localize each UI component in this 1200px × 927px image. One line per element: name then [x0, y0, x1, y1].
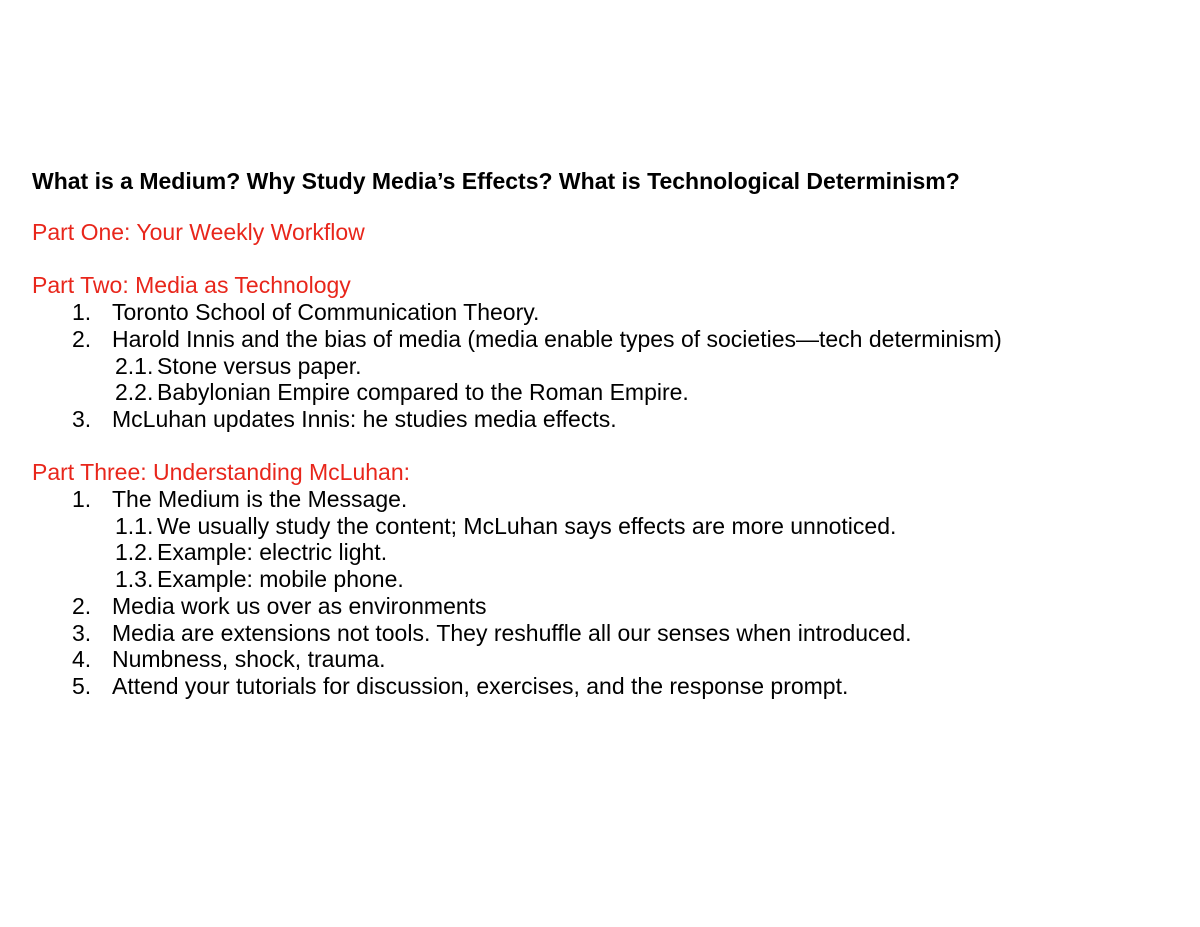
sub-list-item [32, 539, 1182, 566]
list-item-text: Attend your tutorials for discussion, exercises, and the response prompt. [112, 672, 849, 699]
part-one-heading: Part One: Your Weekly Workflow [32, 219, 365, 245]
part-three-heading: Part Three: Understanding McLuhan: [32, 459, 411, 486]
list-number: 3. [72, 619, 92, 646]
list-item-text: Example: electric light. [157, 539, 388, 566]
list-item-text: Stone versus paper. [157, 352, 362, 379]
sub-list-item [32, 566, 1182, 593]
list-item [32, 326, 1182, 353]
list-number: 1. [72, 486, 92, 512]
list-number: 1.2. [115, 539, 154, 566]
list-item-text: Toronto School of Communication Theory. [112, 299, 540, 326]
list-item [32, 620, 1182, 647]
list-item [32, 593, 1182, 620]
list-number: 3. [72, 405, 92, 432]
sub-list-item [32, 513, 1182, 540]
part-two-heading: Part Two: Media as Technology [32, 272, 351, 299]
list-item [32, 673, 1182, 700]
list-number: 4. [72, 646, 92, 673]
list-number: 2. [72, 325, 92, 352]
list-item [32, 299, 1182, 326]
list-number: 5. [72, 672, 92, 699]
list-item-text: We usually study the content; McLuhan says effects are more unnoticed. [157, 512, 897, 539]
list-item-text: Numbness, shock, trauma. [112, 646, 386, 673]
list-item-text: The Medium is the Message. [112, 486, 408, 512]
list-item [32, 406, 1182, 433]
list-item-text: Babylonian Empire compared to the Roman Empire. [157, 379, 689, 406]
slide-title: What is a Medium? Why Study Media’s Effects? What is Technological Determinism? [32, 168, 960, 194]
sub-list-item [32, 379, 1182, 406]
list-number: 2.2. [115, 379, 154, 406]
sub-list-item [32, 353, 1182, 380]
list-item [32, 646, 1182, 673]
list-number: 2. [72, 592, 92, 619]
list-item-text: Media are extensions not tools. They reshuffle all our senses when introduced. [112, 619, 912, 646]
list-number: 1.3. [115, 566, 154, 593]
list-number: 2.1. [115, 352, 154, 379]
list-item-text: Media work us over as environments [112, 592, 487, 619]
list-item-text: McLuhan updates Innis: he studies media effects. [112, 405, 617, 432]
list-item-text: Example: mobile phone. [157, 566, 404, 593]
slide-content [32, 166, 1182, 700]
list-number: 1.1. [115, 512, 154, 539]
list-item-text: Harold Innis and the bias of media (media enable types of societies—tech determinism) [112, 325, 1002, 352]
list-item [32, 486, 1182, 513]
list-number: 1. [72, 299, 92, 326]
